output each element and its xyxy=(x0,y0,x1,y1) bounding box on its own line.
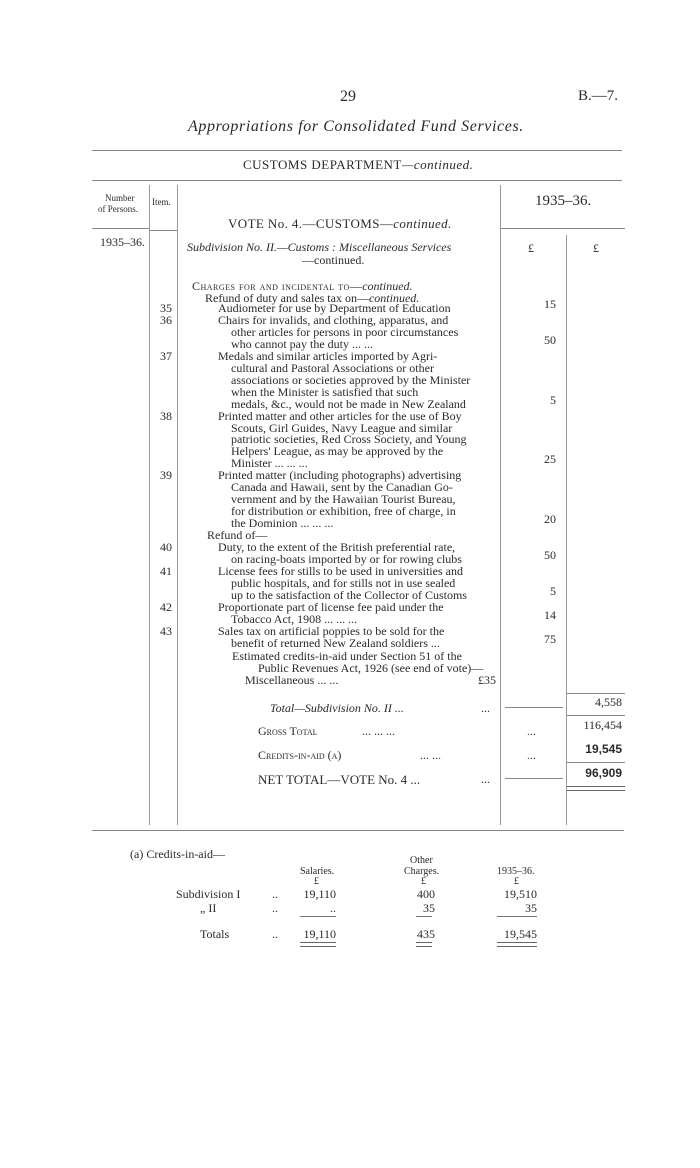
item-number: 42 xyxy=(160,599,172,614)
fn-row-other: 35 xyxy=(423,901,435,915)
item-amount: 5 xyxy=(550,392,556,407)
rule-desc xyxy=(500,185,501,825)
col-head-year: 1935–36. xyxy=(535,193,592,209)
fn-dbl-year xyxy=(497,942,537,947)
pound-col1: £ xyxy=(528,241,534,255)
col-head-item: Item. xyxy=(152,197,171,207)
total-value: 19,545 xyxy=(585,742,622,756)
rule-head-under-persons xyxy=(92,228,149,229)
fn-head-salaries: Salaries. xyxy=(300,866,335,877)
total-leader-dots: ... xyxy=(481,701,490,715)
fn-rule-other xyxy=(416,916,432,917)
refund-heading-main: Refund of duty and sales tax on— xyxy=(205,291,369,305)
item-number: 37 xyxy=(160,348,172,363)
vote-title xyxy=(228,216,452,232)
total-value: 96,909 xyxy=(585,766,622,780)
item-amount: 75 xyxy=(544,631,556,646)
item-text: Printed matter (including photographs) advertising xyxy=(218,468,462,483)
charges-heading-cont: continued. xyxy=(362,279,413,293)
pound-col2: £ xyxy=(593,241,599,255)
fn-row-year: 35 xyxy=(525,901,537,915)
rule-persons xyxy=(149,185,150,825)
fn-head-other-2: Charges. xyxy=(404,866,440,877)
item-text: up to the satisfaction of the Collector of Customs xyxy=(231,587,467,602)
item-text: other articles for persons in poor circumstances xyxy=(231,324,459,339)
item-text: Audiometer for use by Department of Education xyxy=(218,301,451,315)
item-amount: 50 xyxy=(544,332,556,347)
item-text: Duty, to the extent of the British preferential rate, xyxy=(218,540,456,554)
estimated-line-1: Estimated credits-in-aid under Section 51 of the xyxy=(232,649,462,663)
page-title: Appropriations for Consolidated Fund Services. xyxy=(188,118,524,135)
total-label: Gross Total xyxy=(258,724,318,738)
item-text: associations or societies approved by the Minister xyxy=(231,372,471,387)
fn-row-other: 435 xyxy=(417,927,435,941)
fn-row-salaries: 19,110 xyxy=(303,927,336,941)
item-text: Helpers' League, as may be approved by the xyxy=(231,444,444,459)
item-number: 40 xyxy=(160,540,172,554)
fn-row-salaries: 19,110 xyxy=(303,887,336,901)
item-text: vernment and by the Hawaiian Tourist Bureau, xyxy=(231,492,456,507)
fn-pound-year: £ xyxy=(514,876,519,887)
item-text: Minister ... ... ... xyxy=(231,456,308,471)
item-amount: 5 xyxy=(550,583,556,598)
total-value: 116,454 xyxy=(583,718,622,732)
vote-title-main: VOTE No. 4.—CUSTOMS— xyxy=(228,216,394,231)
year-left: 1935–36. xyxy=(100,235,145,249)
refund-heading-cont: continued. xyxy=(368,291,420,305)
fn-row-label: Subdivision I xyxy=(176,887,241,901)
item-number: 36 xyxy=(160,312,172,327)
item-text: Canada and Hawaii, sent by the Canadian Go- xyxy=(231,480,453,495)
item-text: Medals and similar articles imported by Agri- xyxy=(218,348,438,363)
document-ref: B.—7. xyxy=(578,88,619,104)
item-number: 41 xyxy=(160,563,172,578)
fn-head-year: 1935–36. xyxy=(497,866,535,877)
department-name: CUSTOMS DEPARTMENT xyxy=(243,157,402,172)
item-text: Chairs for invalids, and clothing, apparatus, and xyxy=(218,312,449,327)
total-leader-dots: ... ... ... xyxy=(362,724,395,738)
subdivision-heading: Subdivision No. II.—Customs : Miscellaneous Services xyxy=(187,240,452,254)
fn-row-label: „ II xyxy=(200,901,217,915)
department-heading xyxy=(243,157,473,173)
item-text: Sales tax on artificial poppies to be sold for the xyxy=(218,623,445,638)
item-text: on racing-boats imported by or for rowing clubs xyxy=(231,551,462,566)
vote-title-cont: continued. xyxy=(393,216,452,231)
rule-head-under-item xyxy=(150,230,177,231)
footnote-title: (a) Credits-in-aid— xyxy=(130,847,225,861)
item-amount: 15 xyxy=(544,297,556,311)
item-text: License fees for stills to be used in universities and xyxy=(218,563,463,578)
fn-dbl-other xyxy=(416,942,432,947)
total-leader-dots: ... xyxy=(481,772,490,786)
item-number: 39 xyxy=(160,468,172,483)
item-text: Tobacco Act, 1908 ... ... ... xyxy=(231,611,358,626)
item-amount: 20 xyxy=(544,512,556,527)
total-mid-dots: ... xyxy=(527,724,536,738)
total-label: Total—Subdivision No. II ... xyxy=(270,701,404,715)
item-number: 35 xyxy=(160,301,172,315)
item-text: Printed matter and other articles for the use of Boy xyxy=(218,408,462,423)
fn-row-dots: .. xyxy=(272,901,278,915)
total-mid-dots: ... xyxy=(527,748,536,762)
item-amount: 50 xyxy=(544,547,556,562)
item-text: Scouts, Girl Guides, Navy League and similar xyxy=(231,420,453,435)
table-top-rule xyxy=(92,180,622,181)
fn-rule-year xyxy=(497,916,537,917)
col-head-persons-2: of Persons. xyxy=(98,204,138,214)
footnote-rule xyxy=(92,830,624,831)
charges-heading-main: Charges for and incidental to— xyxy=(192,279,363,293)
estimated-line-2: Public Revenues Act, 1926 (see end of vote)— xyxy=(258,661,484,675)
rule-head-under-year xyxy=(501,228,625,229)
item-amount: 14 xyxy=(544,607,556,622)
page-number: 29 xyxy=(340,88,356,105)
total-leader-dots: ... ... xyxy=(420,748,441,762)
fn-rule-salaries xyxy=(300,916,336,917)
fn-head-other-1: Other xyxy=(410,855,433,866)
item-text: benefit of returned New Zealand soldiers ... xyxy=(231,635,440,650)
item-text: cultural and Pastoral Associations or other xyxy=(231,360,434,375)
item-text: for distribution or exhibition, free of charge, in xyxy=(231,504,456,519)
total-rule-col2 xyxy=(567,715,625,716)
fn-row-year: 19,545 xyxy=(504,927,537,941)
item-text: when the Minister is satisfied that such xyxy=(231,384,419,399)
item-amount: 25 xyxy=(544,452,556,467)
item-text: public hospitals, and for stills not in use sealed xyxy=(231,575,456,590)
item-text: who cannot pay the duty ... ... xyxy=(231,336,373,351)
total-rule-col1 xyxy=(505,707,563,708)
subdivision-heading-cont: —continued. xyxy=(302,253,365,267)
fn-pound-other: £ xyxy=(421,876,426,887)
estimated-amount: £35 xyxy=(478,673,496,687)
rule-col1 xyxy=(566,235,567,825)
fn-dbl-salaries xyxy=(300,942,336,947)
fn-pound-salaries: £ xyxy=(314,876,319,887)
fn-row-other: 400 xyxy=(417,887,435,901)
item-text: medals, &c., would not be made in New Zealand xyxy=(231,396,466,411)
item-text: Refund of— xyxy=(207,528,268,543)
department-cont: —continued. xyxy=(401,157,474,172)
total-rule-col2-a xyxy=(567,693,625,694)
col-head-persons-1: Number xyxy=(105,193,135,203)
fn-row-year: 19,510 xyxy=(504,887,537,901)
item-number: 38 xyxy=(160,408,172,423)
total-value: 4,558 xyxy=(595,695,622,709)
total-rule-col2 xyxy=(567,762,625,763)
estimated-line-3: Miscellaneous ... ... xyxy=(245,673,339,687)
item-text: the Dominion ... ... ... xyxy=(231,516,334,531)
total-label: Credits-in-aid (a) xyxy=(258,748,342,762)
item-number: 43 xyxy=(160,623,172,638)
total-rule-col1 xyxy=(505,778,563,779)
fn-row-dots: .. xyxy=(272,927,278,941)
item-text: Proportionate part of license fee paid under the xyxy=(218,599,444,614)
total-label: NET TOTAL—VOTE No. 4 ... xyxy=(258,772,421,787)
net-total-double-rule xyxy=(567,786,625,791)
item-text: patriotic societies, Red Cross Society, and Young xyxy=(231,432,467,447)
title-rule xyxy=(92,150,622,151)
fn-row-dots: .. xyxy=(272,887,278,901)
fn-row-label: Totals xyxy=(200,927,230,941)
fn-row-salaries: .. xyxy=(330,901,336,915)
rule-item xyxy=(177,185,178,825)
